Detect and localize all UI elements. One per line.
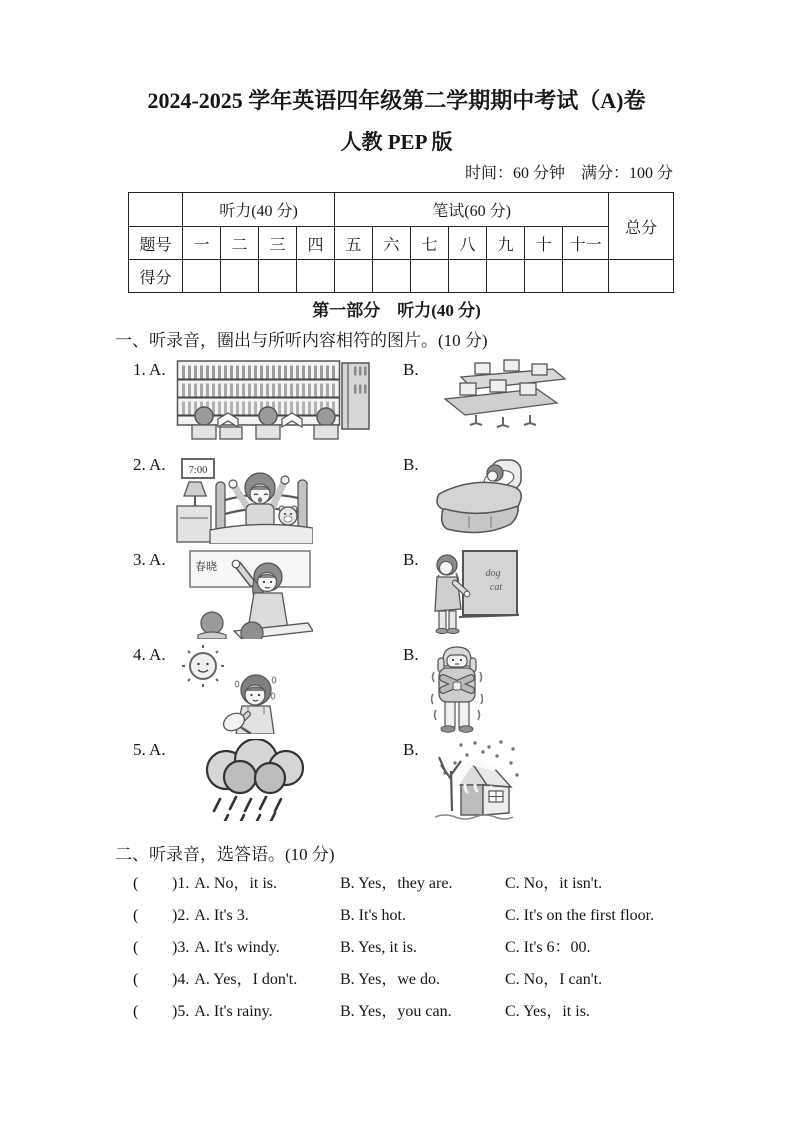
score-table bbox=[128, 192, 674, 293]
question-number: )2. bbox=[172, 907, 190, 924]
total-score-blank-cell bbox=[609, 260, 674, 293]
option-a-label: 5. A. bbox=[133, 740, 166, 759]
question-number-cell: 四 bbox=[297, 227, 335, 260]
score-blank-cell bbox=[297, 260, 335, 293]
picture-item-1 bbox=[133, 359, 793, 454]
score-blank-cell bbox=[487, 260, 525, 293]
girl-waking-up-image bbox=[176, 454, 403, 544]
option-a: A. Yes，I don't. bbox=[194, 971, 298, 988]
child-sleeping-image bbox=[431, 454, 793, 534]
option-b-label: B. bbox=[403, 360, 419, 379]
written-header-cell: 笔试(60 分) bbox=[335, 193, 609, 227]
question-number-cell: 二 bbox=[221, 227, 259, 260]
question-number: )3. bbox=[172, 939, 190, 956]
choice-item-4 bbox=[133, 969, 793, 1001]
score-row-label-cell: 得分 bbox=[129, 260, 183, 293]
part1-section-title: 第一部分 听力(40 分) bbox=[312, 301, 481, 320]
rain-cloud-image bbox=[176, 739, 403, 821]
question-number: )4. bbox=[172, 971, 190, 988]
question-row-label-cell: 题号 bbox=[129, 227, 183, 260]
picture-item-4 bbox=[133, 644, 793, 739]
picture-item-3 bbox=[133, 549, 793, 644]
score-blank-cell bbox=[259, 260, 297, 293]
answer-bracket: ( bbox=[133, 1003, 139, 1020]
question-number-cell: 六 bbox=[373, 227, 411, 260]
hot-sunny-boy-image bbox=[176, 644, 403, 734]
question-number-cell: 一 bbox=[183, 227, 221, 260]
question-number-cell: 九 bbox=[487, 227, 525, 260]
question-number: )1. bbox=[172, 875, 190, 892]
blackboard-word-dog-text: dog bbox=[485, 568, 501, 579]
choice-item-2 bbox=[133, 905, 793, 937]
question-number-cell: 十一 bbox=[563, 227, 609, 260]
picture-item-5 bbox=[133, 739, 793, 834]
question-number: )5. bbox=[172, 1003, 190, 1020]
library-students-reading-image bbox=[176, 359, 403, 442]
option-b: B. Yes, it is. bbox=[340, 939, 417, 956]
score-blank-cell bbox=[221, 260, 259, 293]
option-b: B. Yes，we do. bbox=[340, 971, 441, 988]
question-number-cell: 八 bbox=[449, 227, 487, 260]
teacher-chinese-lesson-image bbox=[176, 549, 403, 639]
part1-picture-items bbox=[0, 359, 793, 834]
teacher-english-words-image bbox=[431, 549, 793, 634]
option-a-label: 1. A. bbox=[133, 360, 166, 379]
score-blank-cell bbox=[373, 260, 411, 293]
part1-instruction: 一、听录音，圈出与所听内容相符的图片。(10 分) bbox=[115, 331, 488, 350]
option-c: C. No，it isn't. bbox=[505, 875, 603, 892]
exam-time-score-info: 时间：60 分钟 满分：100 分 bbox=[464, 165, 673, 182]
cold-shivering-person-image bbox=[431, 644, 793, 734]
option-c: C. It's on the first floor. bbox=[505, 907, 655, 924]
question-number-cell: 七 bbox=[411, 227, 449, 260]
answer-bracket: ( bbox=[133, 875, 139, 892]
option-c: C. No，I can't. bbox=[505, 971, 603, 988]
question-number-cell: 三 bbox=[259, 227, 297, 260]
question-number-cell: 十 bbox=[525, 227, 563, 260]
answer-bracket: ( bbox=[133, 971, 139, 988]
option-a: A. It's rainy. bbox=[194, 1003, 273, 1020]
option-b: B. Yes，they are. bbox=[340, 875, 453, 892]
option-a: A. It's 3. bbox=[194, 907, 249, 924]
answer-bracket: ( bbox=[133, 939, 139, 956]
choice-item-5 bbox=[133, 1001, 793, 1033]
answer-bracket: ( bbox=[133, 907, 139, 924]
picture-item-2 bbox=[133, 454, 793, 549]
option-a-label: 3. A. bbox=[133, 550, 166, 569]
option-b-label: B. bbox=[403, 645, 419, 664]
clock-time-text: 7:00 bbox=[188, 465, 208, 476]
option-b-label: B. bbox=[403, 550, 419, 569]
total-header-cell: 总分 bbox=[609, 193, 674, 260]
choice-item-1 bbox=[133, 873, 793, 905]
score-blank-cell bbox=[335, 260, 373, 293]
option-a-label: 2. A. bbox=[133, 455, 166, 474]
option-a: A. No，it is. bbox=[194, 875, 278, 892]
table-corner-cell bbox=[129, 193, 183, 227]
option-c: C. Yes，it is. bbox=[505, 1003, 590, 1020]
choice-item-3 bbox=[133, 937, 793, 969]
snowy-house-image bbox=[431, 739, 793, 823]
blackboard-poem-title-text: 春晓 bbox=[195, 561, 217, 573]
score-blank-cell bbox=[449, 260, 487, 293]
option-b: B. Yes，you can. bbox=[340, 1003, 452, 1020]
option-a-label: 4. A. bbox=[133, 645, 166, 664]
part2-instruction: 二、听录音，选答语。(10 分) bbox=[115, 845, 335, 864]
option-b-label: B. bbox=[403, 740, 419, 759]
score-blank-cell bbox=[183, 260, 221, 293]
blackboard-word-cat-text: cat bbox=[489, 582, 503, 593]
score-blank-cell bbox=[411, 260, 449, 293]
listening-header-cell: 听力(40 分) bbox=[183, 193, 335, 227]
option-a: A. It's windy. bbox=[194, 939, 280, 956]
score-blank-cell bbox=[563, 260, 609, 293]
part2-choice-items bbox=[0, 873, 793, 1033]
score-blank-cell bbox=[525, 260, 563, 293]
option-b-label: B. bbox=[403, 455, 419, 474]
option-c: C. It's 6：00. bbox=[505, 939, 591, 956]
page-subtitle: 人教 PEP 版 bbox=[340, 130, 453, 154]
page-title: 2024-2025 学年英语四年级第二学期期中考试（A)卷 bbox=[147, 88, 646, 113]
question-number-cell: 五 bbox=[335, 227, 373, 260]
option-b: B. It's hot. bbox=[340, 907, 406, 924]
computer-room-image bbox=[431, 359, 793, 429]
